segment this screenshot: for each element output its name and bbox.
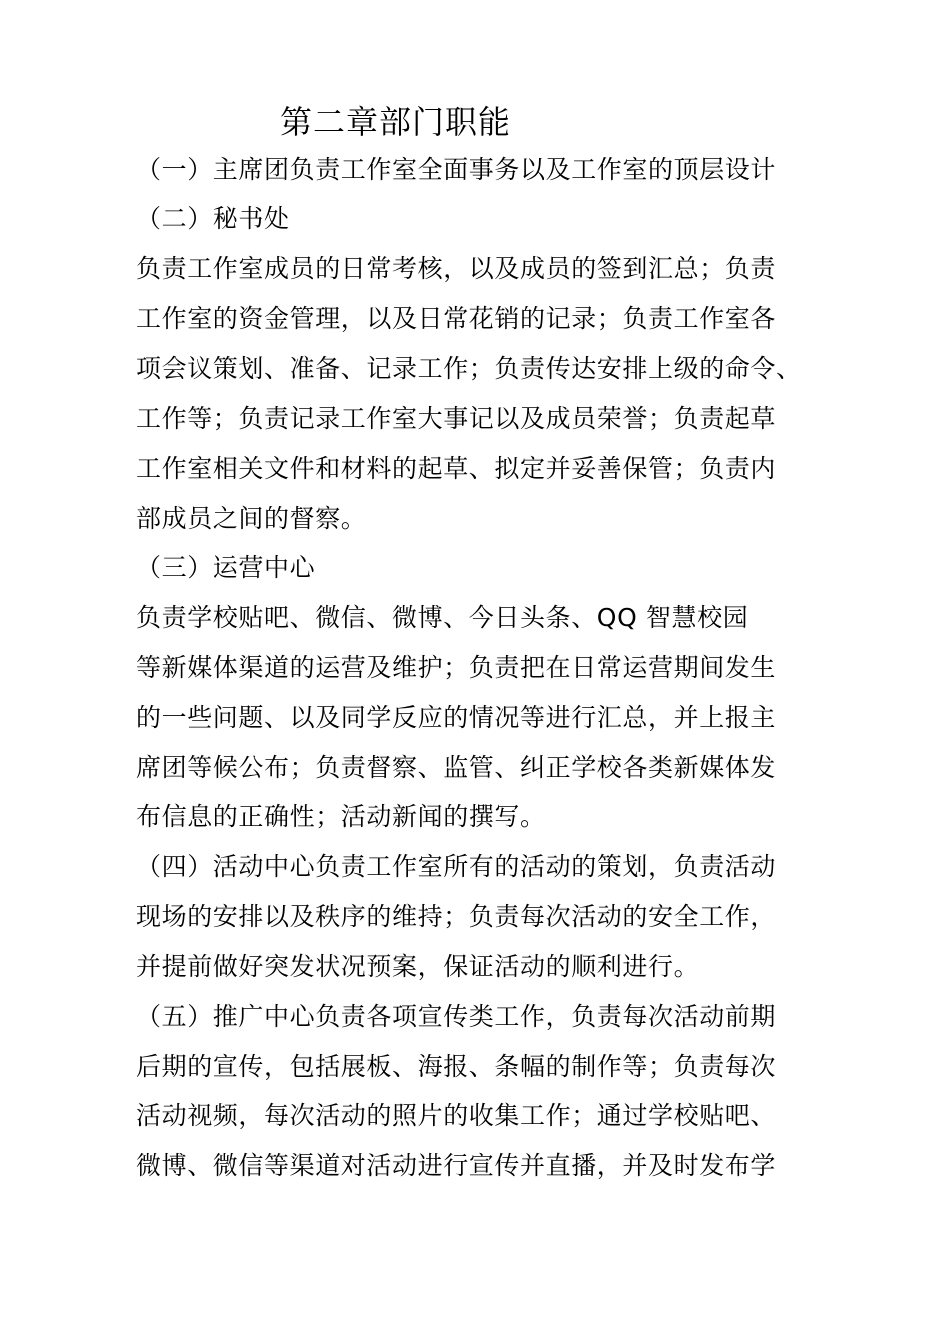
text-line: 布信息的正确性；活动新闻的撰写。 <box>136 802 546 831</box>
text-line: （三）运营中心 <box>136 553 316 582</box>
chapter-title: 第二章部门职能 <box>280 103 512 141</box>
text-line: 负责工作室成员的日常考核，以及成员的签到汇总；负责 <box>136 254 777 283</box>
text-line: 负责学校贴吧、微信、微博、今日头条、QQ 智慧校园 <box>136 603 749 632</box>
text-line: 项会议策划、准备、记录工作；负责传达安排上级的命令、 <box>136 354 802 383</box>
text-line: （五）推广中心负责各项宣传类工作，负责每次活动前期 <box>136 1002 777 1031</box>
text-line: 等新媒体渠道的运营及维护；负责把在日常运营期间发生 <box>136 653 777 682</box>
text-line: 微博、微信等渠道对活动进行宣传并直播，并及时发布学 <box>136 1151 777 1180</box>
text-line: 并提前做好突发状况预案，保证活动的顺利进行。 <box>136 952 700 981</box>
text-line: 工作室的资金管理，以及日常花销的记录；负责工作室各 <box>136 304 777 333</box>
text-line: 工作等；负责记录工作室大事记以及成员荣誉；负责起草 <box>136 404 777 433</box>
text-line: （一）主席团负责工作室全面事务以及工作室的顶层设计 <box>136 155 777 184</box>
text-line: 活动视频，每次活动的照片的收集工作；通过学校贴吧、 <box>136 1101 777 1130</box>
text-line: （四）活动中心负责工作室所有的活动的策划，负责活动 <box>136 852 777 881</box>
text-line: 席团等候公布；负责督察、监管、纠正学校各类新媒体发 <box>136 753 777 782</box>
text-line: 后期的宣传，包括展板、海报、条幅的制作等；负责每次 <box>136 1052 777 1081</box>
text-line: 工作室相关文件和材料的起草、拟定并妥善保管；负责内 <box>136 454 777 483</box>
text-line: 现场的安排以及秩序的维持；负责每次活动的安全工作， <box>136 902 777 931</box>
text-line: 的一些问题、以及同学反应的情况等进行汇总，并上报主 <box>136 703 777 732</box>
text-line: （二）秘书处 <box>136 204 290 233</box>
text-line: 部成员之间的督察。 <box>136 504 367 533</box>
